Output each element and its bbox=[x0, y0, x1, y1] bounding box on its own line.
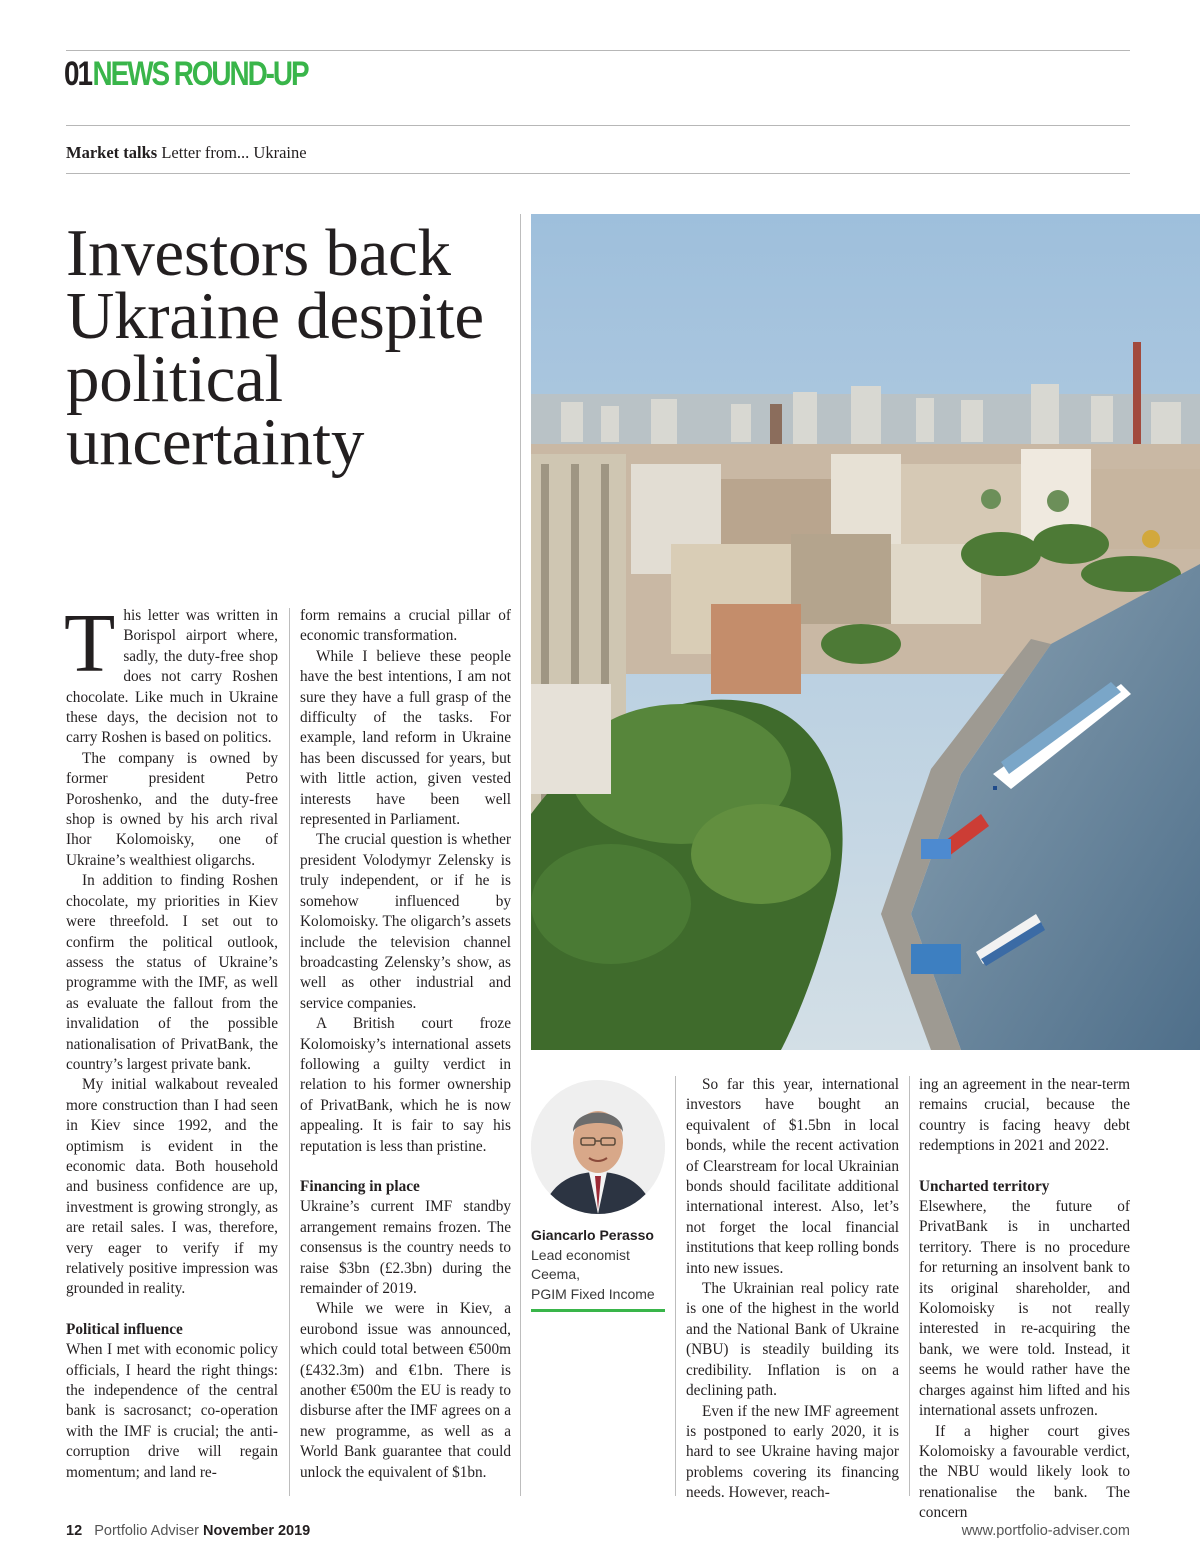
author-org: PGIM Fixed Income bbox=[531, 1285, 655, 1302]
paragraph: Ukraine’s current IMF standby arrangement remains frozen. The consensus is the country needs to raise $3bn (£2.3bn) during the remainder of 2019. bbox=[300, 1198, 511, 1297]
column-divider bbox=[289, 608, 290, 1496]
section-header bbox=[64, 54, 308, 94]
subheading: Political influence bbox=[66, 1320, 183, 1338]
article-column-1 bbox=[64, 597, 278, 1483]
article-column-3 bbox=[686, 1075, 899, 1504]
paragraph: So far this year, international investors have bought an equivalent of $1.5bn in local bonds, while the recent activation of Clearstream for local Ukrainian bonds should facilitate additional international interest. Also, let’s not forget the local financial institutions that keep rolling bonds into new issues. bbox=[686, 1076, 899, 1277]
issue-date: November 2019 bbox=[203, 1523, 311, 1539]
author-byline bbox=[531, 1226, 671, 1304]
paragraph: form remains a crucial pillar of economic transformation. bbox=[300, 607, 511, 645]
article-column-2 bbox=[300, 606, 511, 1483]
paragraph: The company is owned by former president Petro Poroshenko, and the duty-free shop is owned by his arch rival Ihor Kolomoisky, one of Ukraine’s wealthiest oligarchs. bbox=[66, 749, 278, 869]
column-divider bbox=[675, 1076, 676, 1496]
column-divider bbox=[909, 1076, 910, 1496]
paragraph: While I believe these people have the best intentions, I am not sure they have a full grasp of the difficulty of the tasks. For example, land reform in Ukraine has been discussed for years, but with little action, given vested interests have been well represented in Parliament. bbox=[300, 647, 511, 829]
paragraph: The crucial question is whether president Volodymyr Zelensky is truly independent, or if he is somehow influenced by Kolomoisky. The oligarch’s assets include the television channel broadcasting Zelensky’s show, as well as other industrial and service companies. bbox=[300, 831, 511, 1012]
paragraph: The Ukrainian real policy rate is one of the highest in the world and the National Bank of Ukraine (NBU) is steadily building its credibility. Inflation is on a declining path. bbox=[686, 1280, 899, 1400]
paragraph: While we were in Kiev, a eurobond issue was announced, which could total between €500m (£432.3m) and €1bn. There is another €500m the EU is ready to disburse after the IMF agrees on a new programme, as well as a World Bank guarantee that could unlock the equivalent of $1bn. bbox=[300, 1300, 511, 1481]
website-url: www.portfolio-adviser.com bbox=[961, 1523, 1130, 1539]
paragraph: When I met with economic policy officials, I heard the right things: the independence of the central bank is sacrosanct; co-operation with the IMF is crucial; the anti-corruption drive will regain momentum; and land re- bbox=[66, 1341, 278, 1481]
page-number: 12 bbox=[66, 1523, 83, 1539]
paragraph: A British court froze Kolomoisky’s international assets following a guilty verdict in relation to his former ownership of PrivatBank, which he is now appealing. It is fair to say his reputation is less than pristine. bbox=[300, 1015, 511, 1155]
headline: Investors back Ukraine despite political uncertainty bbox=[66, 216, 484, 479]
top-rule bbox=[66, 50, 1130, 51]
paragraph: If a higher court gives Kolomoisky a favourable verdict, the NBU would likely look to renationalise the bank. The concern bbox=[919, 1422, 1130, 1522]
subheading: Uncharted territory bbox=[919, 1177, 1050, 1195]
kicker-bold: Market talks bbox=[66, 143, 158, 162]
drop-cap: T bbox=[64, 597, 116, 690]
byline-rule bbox=[531, 1309, 665, 1312]
kicker-rest: Letter from... Ukraine bbox=[161, 143, 307, 162]
author-org: Ceema, bbox=[531, 1266, 581, 1282]
author-role: Lead economist bbox=[531, 1246, 630, 1263]
page-footer bbox=[66, 1523, 310, 1539]
kicker-rule bbox=[66, 173, 1130, 174]
publication-name: Portfolio Adviser bbox=[94, 1523, 200, 1539]
header-rule bbox=[66, 125, 1130, 126]
paragraph: My initial walkabout revealed more construction than I had seen in Kiev since 1992, and the optimism is evident in the economic data. Both household and business confidence are up, investment is growing strongly, as are retail sales. I was, therefore, very eager to verify if my relatively positive impression was grounded in reality. bbox=[66, 1076, 278, 1298]
paragraph: ing an agreement in the near-term remains crucial, because the country is facing heavy debt redemptions in 2021 and 2022. bbox=[919, 1076, 1130, 1155]
paragraph-text: his letter was written in Borispol airport where, sadly, the duty-free shop does not carry Roshen chocolate. Like much in Ukraine these days, the decision not to carry Roshen is based on politics. bbox=[66, 607, 278, 747]
city-photo bbox=[531, 214, 1200, 1050]
subheading: Financing in place bbox=[300, 1177, 420, 1195]
paragraph bbox=[64, 597, 278, 749]
paragraph: Elsewhere, the future of PrivatBank is in uncharted territory. There is no procedure for returning an insolvent bank to its original shareholder, and Kolomoisky is not really interested in re-acquiring the bank, we were told. Instead, it seems he would rather have the charges against him lifted and his international assets unfrozen. bbox=[919, 1198, 1130, 1420]
article-column-4 bbox=[919, 1075, 1130, 1524]
photo-divider bbox=[520, 214, 521, 1496]
section-number: 01 bbox=[64, 55, 91, 93]
paragraph: Even if the new IMF agreement is postponed to early 2020, it is hard to see Ukraine having major problems covering its financing needs. However, reach- bbox=[686, 1402, 899, 1502]
section-title: NEWS ROUND-UP bbox=[92, 55, 308, 93]
author-portrait bbox=[531, 1080, 665, 1214]
paragraph: In addition to finding Roshen chocolate, my priorities in Kiev were threefold. I set out to confirm the political outlook, assess the status of Ukraine’s programme with the IMF, as well as evaluate the fallout from the invalidation of the possible nationalisation of PrivatBank, the country’s largest private bank. bbox=[66, 872, 278, 1073]
kicker bbox=[66, 143, 307, 163]
author-name: Giancarlo Perasso bbox=[531, 1227, 654, 1243]
